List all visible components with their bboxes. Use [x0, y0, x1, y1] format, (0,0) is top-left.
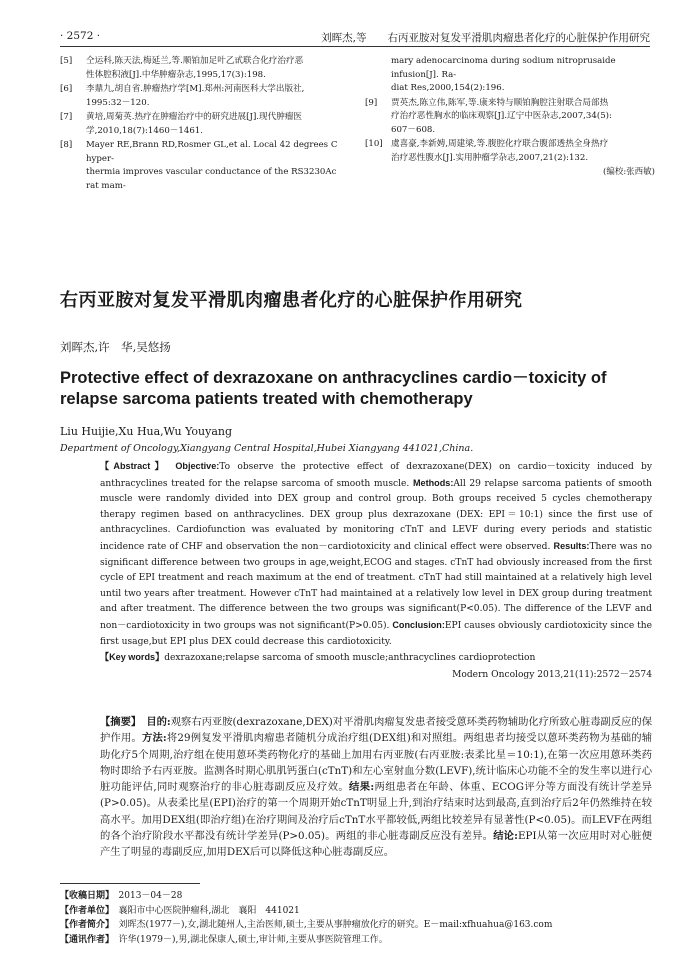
- editor-note: (编校:张西敏): [603, 167, 655, 177]
- reference-item: [60, 83, 350, 110]
- chinese-title: 右丙亚胺对复发平滑肌肉瘤患者化疗的心脏保护作用研究: [60, 290, 523, 311]
- footnote-label: 【作者单位】: [60, 905, 110, 916]
- cn-abstract-label: 【摘要】: [100, 716, 137, 728]
- footnote-label: 【作者简介】: [60, 920, 110, 930]
- conclusion-text: EPI causes obviously cardiotoxicity since the first usage,but EPI plus DEX could decrease this cardiotoxicity.: [100, 620, 652, 647]
- footnote-affiliation: [60, 904, 650, 919]
- keywords: [100, 650, 652, 667]
- results-text: There was no significant difference between two groups in age,weight,ECOG and stages. cTnT had obviously increased from the first cycle of EPI treatment and reach maximum at the end of treatment. cTnT had still maintained at a relatively high level until two years after treatment. However cTnT had maintained at a relatively low level in DEX group during treatment and after treatment. The difference between the two groups was significant(P<0.05). The difference of the LEVF and non－cardiotoxicity in two groups was not significant(P>0.05).: [100, 541, 652, 631]
- header-rule: [60, 46, 650, 47]
- cn-results-label: 结果:: [349, 781, 375, 794]
- footnotes: [60, 889, 650, 947]
- footnote-text: 2013－04－28: [118, 891, 183, 901]
- keywords-text: dexrazoxane;relapse sarcoma of smooth muscle;anthracyclines cardioprotection: [164, 653, 536, 664]
- objective-text: To observe the protective effect of dexrazoxane(DEX) on cardio－toxicity induced by anthracyclines treated for the relapse sarcoma of smooth muscle.: [100, 462, 652, 489]
- reference-number: [5]: [60, 56, 73, 66]
- footnote-text: 襄阳市中心医院肿瘤科,湖北 襄阳 441021: [118, 905, 300, 916]
- reference-line: 虞喜豪,李新娉,周建梁,等.腹腔化疗联合腹部透热全身热疗: [391, 139, 609, 149]
- footnote-text: 许华(1979－),男,湖北保康人,硕士,审计师,主要从事医院管理工作。: [118, 934, 388, 945]
- footnote-received: [60, 889, 650, 904]
- reference-line: 607－608.: [391, 124, 436, 135]
- reference-number: [365, 55, 391, 96]
- reference-line: mary adenocarcinoma during sodium nitroprusaide infusion[J]. Ra-: [391, 56, 616, 80]
- chinese-authors: 刘晖杰,许 华,吴悠扬: [60, 340, 171, 354]
- reference-number: [6]: [60, 84, 73, 94]
- abstract-label: 【Abstract】: [100, 461, 169, 471]
- cn-conclusion-text: EPI从第一次应用时对心脏便产生了明显的毒副反应,加用DEX后可以降低这种心脏毒副反应。: [100, 830, 653, 859]
- reference-line: diat Res,2000,154(2):196.: [391, 83, 505, 93]
- footnote-author-bio: [60, 918, 650, 933]
- reference-number: [8]: [60, 140, 73, 150]
- running-title: 刘晖杰,等 右丙亚胺对复发平滑肌肉瘤患者化疗的心脏保护作用研究: [321, 32, 650, 44]
- reference-number: [7]: [60, 112, 73, 122]
- reference-item: [365, 138, 655, 165]
- footnote-corresponding: [60, 933, 650, 948]
- reference-line: 疗治疗恶性胸水的临床观察[J].辽宁中医杂志,2007,34(5):: [391, 111, 612, 121]
- keywords-label: 【Key words】: [100, 652, 165, 663]
- footnote-label: 【通讯作者】: [60, 934, 110, 945]
- reference-line: 仝运科,陈天法,梅延兰,等.顺铂加足叶乙甙联合化疗治疗恶: [86, 56, 304, 66]
- reference-number: [10]: [365, 139, 383, 149]
- reference-line: 治疗恶性腹水[J].实用肿瘤学杂志,2007,21(2):132.: [391, 152, 589, 163]
- cn-conclusion-label: 结论:: [493, 830, 518, 843]
- reference-line: thermia improves vascular conductance of the RS3230Ac rat mam-: [86, 167, 337, 191]
- cn-objective-text: 观察右丙亚胺(dexrazoxane,DEX)对平滑肌肉瘤复发患者接受蒽环类药物辅助化疗所致心脏毒副反应的保护作用。: [100, 716, 652, 745]
- results-label: Results:: [553, 540, 590, 551]
- cn-results-text: 两组患者在年龄、体重、ECOG评分等方面没有统计学差异(P>0.05)。从表柔比星(EPI)治疗的第一个周期开始cTnT明显上升,到治疗结束时达到最高,直到治疗后2年仍然维持在较高水平。加用DEX组(即治疗组)在治疗期间及治疗后cTnT水平都较低,两组比较差异有显著性(P<0.05)。而LEVF在两组的各个治疗阶段水平都没有统计学差异(P>0.05)。两组的非心脏毒副反应没有差异。: [100, 781, 652, 843]
- cn-objective-label: 目的:: [146, 716, 171, 728]
- page-number: · 2572 ·: [60, 30, 101, 42]
- english-abstract: [100, 459, 652, 683]
- footnote-text: 刘晖杰(1977－),女,湖北随州人,主治医师,硕士,主要从事肿瘤放化疗的研究。E－mail:xfhuahua@163.com: [118, 920, 553, 930]
- reference-line: Mayer RE,Brann RD,Rosmer GL,et al. Local 42 degrees C hyper-: [86, 140, 338, 164]
- english-authors: Liu Huijie,Xu Hua,Wu Youyang: [60, 425, 233, 438]
- references-right-column: [365, 55, 655, 180]
- chinese-abstract: [100, 714, 652, 861]
- objective-label: Objective:: [175, 461, 220, 471]
- footnote-label: 【收稿日期】: [60, 891, 110, 901]
- reference-item: [365, 97, 655, 138]
- english-title: Protective effect of dexrazoxane on anthracyclines cardio－toxicity of relapse sarcoma patients treated with chemotherapy: [60, 369, 607, 408]
- footnote-rule: [60, 883, 200, 884]
- reference-item: [60, 55, 350, 82]
- english-affiliation: Department of Oncology,Xiangyang Central Hospital,Hubei Xiangyang 441021,China.: [60, 443, 474, 454]
- journal-citation: Modern Oncology 2013,21(11):2572－2574: [452, 669, 652, 680]
- conclusion-label: Conclusion:: [392, 619, 445, 630]
- abstract-body: [100, 459, 652, 650]
- reference-line: 学,2010,18(7):1460－1461.: [86, 125, 203, 136]
- cn-methods-label: 方法:: [141, 732, 167, 745]
- reference-item: [60, 139, 350, 193]
- cn-methods-text: 将29例复发平滑肌肉瘤患者随机分成治疗组(DEX组)和对照组。两组患者均接受以蒽环类药物为基础的辅助化疗5个周期,治疗组在使用蒽环类药物化疗的基础上加用右丙亚胺(右丙亚胺:表柔比星＝10:1),在第一次应用蒽环类药物时即给予右丙亚胺。监测各时期心肌肌钙蛋白(cTnT)和左心室射血分数(LEVF),统计临床心功能不全的发生率以进行心脏功能评估,同时观察治疗的非心脏毒副反应及疗效。: [100, 732, 652, 794]
- methods-text: All 29 relapse sarcoma patients of smooth muscle were randomly divided into DEX group and control group. Both groups received 5 cycles chemotherapy therapy regimen based on anthracyclines. DEX group plus dexrazoxane (DEX: EPI＝10:1) since the first use of anthracyclines. Cardiofunction was evaluated by monitoring cTnT and LEVF during every periods and statistic incidence rate of CHF and observation the non－cardiotoxicity and clinical effect were observed.: [100, 478, 652, 552]
- reference-line: 1995:32－120.: [86, 97, 150, 108]
- methods-label: Methods:: [412, 477, 454, 488]
- reference-line: 性体腔积液[J].中华肿瘤杂志,1995,17(3):198.: [86, 69, 266, 80]
- reference-number: [9]: [365, 97, 378, 108]
- reference-line: 李鼎九,胡自省.肿瘤热疗学[M].郑州:河南医科大学出版社,: [86, 84, 305, 94]
- reference-item: [60, 111, 350, 138]
- reference-item: [365, 55, 655, 96]
- reference-line: 黄培,周菊英.热疗在肿瘤治疗中的研究进展[J].现代肿瘤医: [86, 112, 303, 122]
- references-left-column: [60, 55, 350, 194]
- reference-line: 贾英杰,陈立伟,陈军,等.康来特与顺铂胸腔注射联合局部热: [391, 97, 609, 108]
